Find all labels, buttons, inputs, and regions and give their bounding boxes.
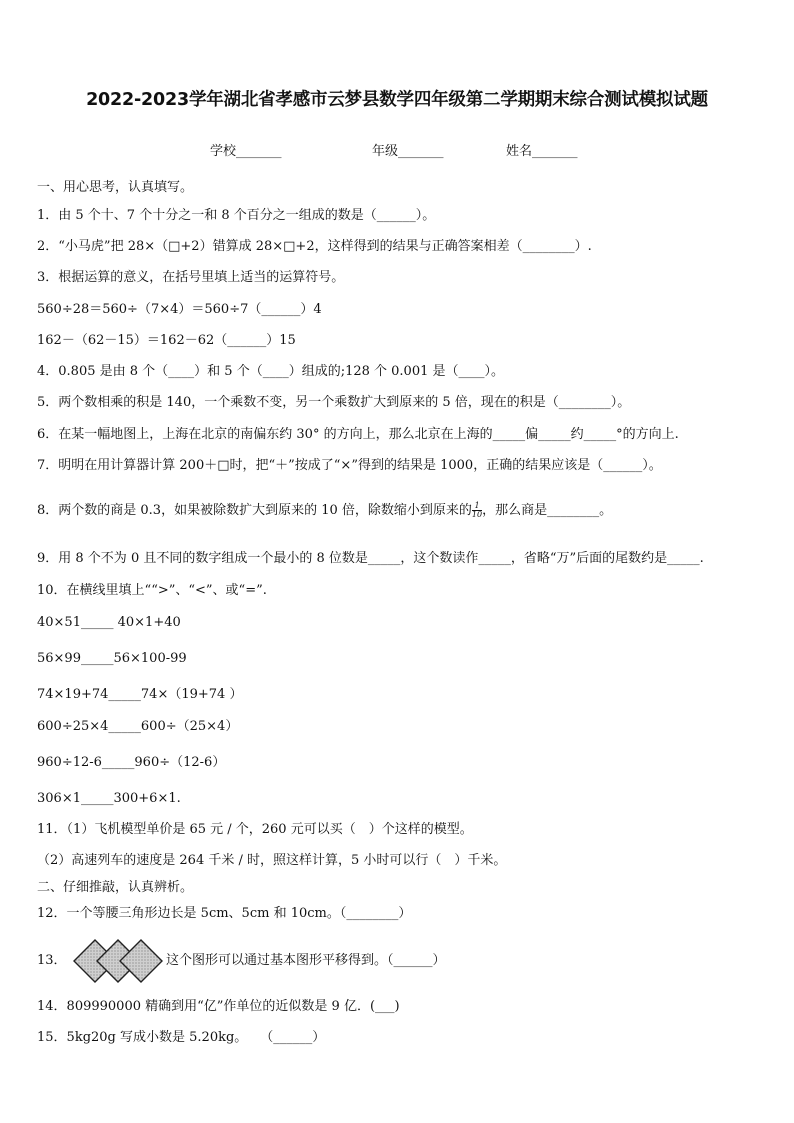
question-3: 3．根据运算的意义，在括号里填上适当的运算符号。 bbox=[37, 270, 345, 285]
question-15: 15．5kg20g 写成小数是 5.20kg。 （______） bbox=[37, 1030, 326, 1045]
school-field: 学校_______ bbox=[210, 144, 282, 159]
question-10c: 74×19+74_____74×（19+74 ） bbox=[37, 687, 243, 702]
question-8-tail: ，那么商是________。 bbox=[482, 503, 613, 518]
question-10d: 600÷25×4_____600÷（25×4） bbox=[37, 719, 239, 734]
question-11-part-1: 11．（1）飞机模型单价是 65 元 / 个，260 元可以买（ ）个这样的模型。 bbox=[37, 822, 473, 837]
question-7: 7．明明在用计算器计算 200＋□时，把“＋”按成了“×”得到的结果是 1000，正确的结果应该是（______）。 bbox=[37, 458, 662, 473]
name-field: 姓名_______ bbox=[506, 144, 578, 159]
question-10e: 960÷12-6_____960÷（12-6） bbox=[37, 755, 226, 770]
grade-field: 年级_______ bbox=[372, 144, 444, 159]
section-heading-2: 二、仔细推敲，认真辨析。 bbox=[37, 880, 194, 895]
question-6: 6．在某一幅地图上，上海在北京的南偏东约 30° 的方向上，那么北京在上海的_____偏_____约_____°的方向上. bbox=[37, 427, 679, 442]
question-5: 5．两个数相乘的积是 140，一个乘数不变，另一个乘数扩大到原来的 5 倍，现在的积是（________）。 bbox=[37, 395, 631, 410]
question-13-number: 13． bbox=[37, 953, 67, 968]
question-12: 12．一个等腰三角形边长是 5cm、5cm 和 10cm。（________） bbox=[37, 906, 412, 921]
fraction-numerator: 1 bbox=[472, 502, 482, 511]
question-3b: 162－（62－15）＝162－62（______）15 bbox=[37, 333, 296, 348]
question-10: 10．在横线里填上““>”、“<”、或“=”. bbox=[37, 583, 267, 598]
question-1: 1．由 5 个十、7 个十分之一和 8 个百分之一组成的数是（______）。 bbox=[37, 208, 436, 223]
fraction-denominator: 10 bbox=[471, 510, 483, 519]
question-14: 14．809990000 精确到用“亿”作单位的近似数是 9 亿．(___) bbox=[37, 999, 400, 1014]
question-11-part-2: （2）高速列车的速度是 264 千米 / 时，照这样计算，5 小时可以行（ ）千米。 bbox=[37, 853, 507, 868]
page-title: 2022-2023学年湖北省孝感市云梦县数学四年级第二学期期末综合测试模拟试题 bbox=[86, 90, 708, 110]
question-13-text: 这个图形可以通过基本图形平移得到。（______） bbox=[166, 953, 446, 968]
question-10a: 40×51_____ 40×1+40 bbox=[37, 615, 181, 630]
question-10b: 56×99_____56×100-99 bbox=[37, 651, 187, 666]
question-9: 9．用 8 个不为 0 且不同的数字组成一个最小的 8 位数是_____，这个数读作_____，省略“万”后面的尾数约是_____. bbox=[37, 551, 704, 566]
section-heading-1: 一、用心思考，认真填写。 bbox=[37, 180, 194, 195]
question-2: 2．“小马虎”把 28×（□+2）错算成 28×□+2，这样得到的结果与正确答案相差（________）. bbox=[37, 239, 592, 254]
question-10f: 306×1_____300+6×1. bbox=[37, 791, 181, 806]
question-3a: 560÷28＝560÷（7×4）＝560÷7（______）4 bbox=[37, 302, 322, 317]
question-8-text: 8．两个数的商是 0.3，如果被除数扩大到原来的 10 倍，除数缩小到原来的 bbox=[37, 503, 472, 518]
overlapping-diamonds-figure bbox=[72, 938, 164, 984]
fraction-one-tenth bbox=[472, 502, 482, 519]
question-4: 4．0.805 是由 8 个（____）和 5 个（____）组成的;128 个 0.001 是（____）。 bbox=[37, 364, 504, 379]
question-8 bbox=[37, 502, 612, 520]
